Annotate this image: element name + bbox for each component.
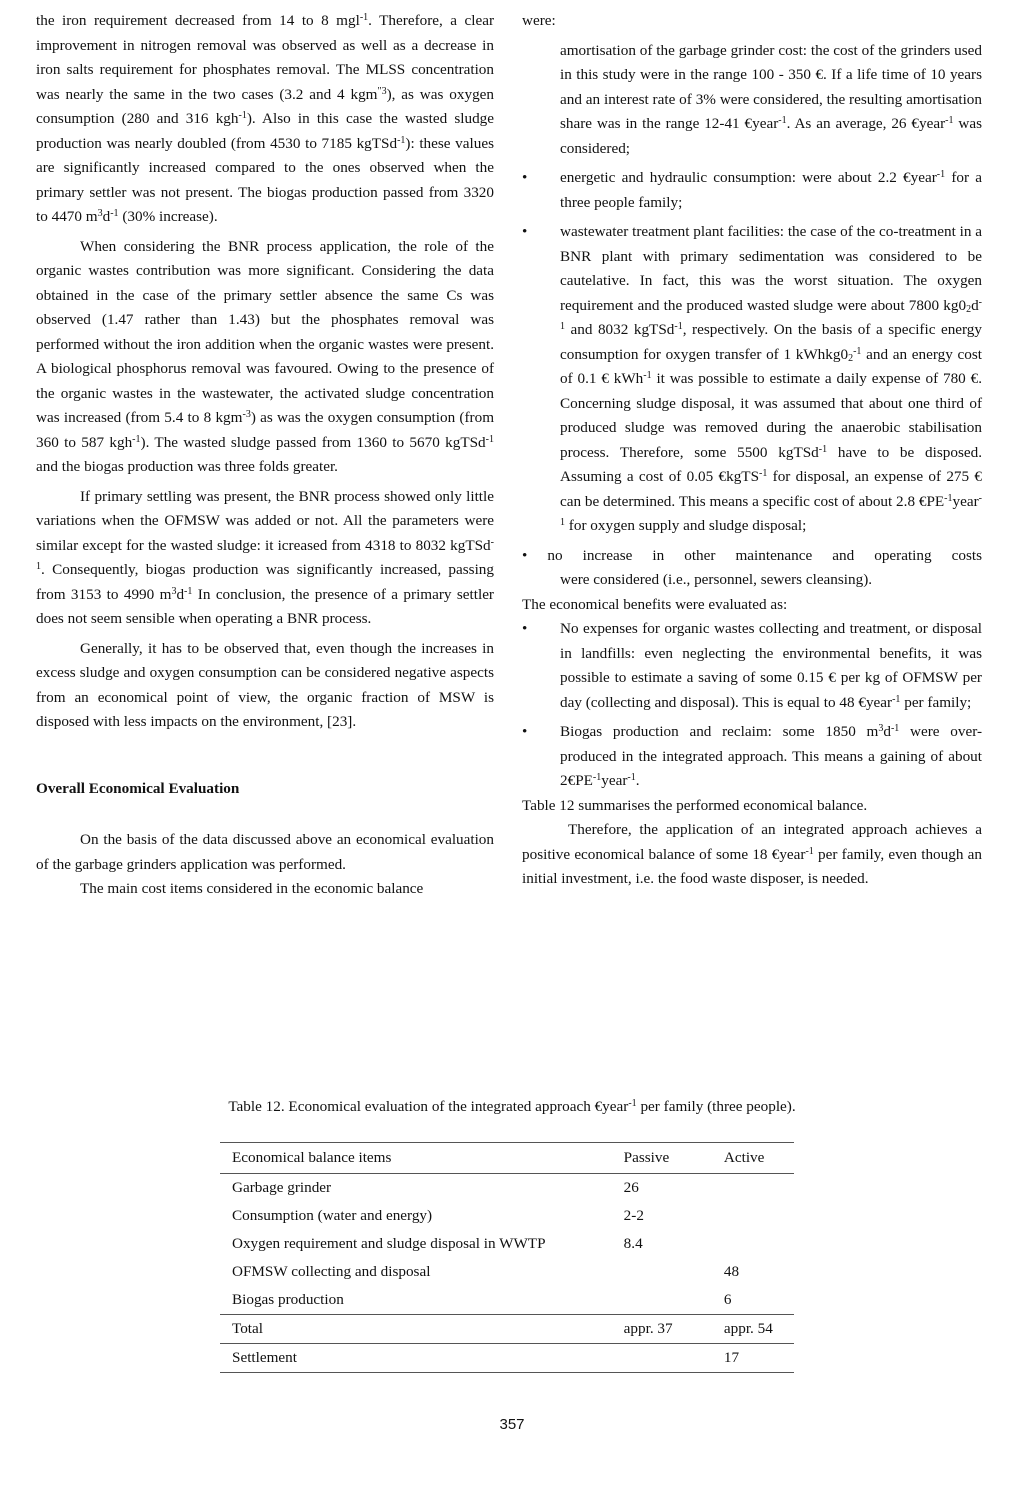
table-reference: Table 12 summarises the performed economical balance. (522, 796, 868, 814)
table-settlement-row (220, 1344, 794, 1373)
paragraph-bnr-process: When considering the BNR process application, the role of the organic wastes contribution was more significant. Considering the data obtained in the case of the primary settler absence the same Cs was observed (1.47 rather than 1.43) but the phosphates removal was performed without the iron addition when the organic wastes were present. A biological phosphorus removal was favoured. Owing to the presence of the organic wastes in the wastewater, the activated sludge concentration was increased (from 5.4 to 8 kgm$^{-3}$) as was the oxygen consumption (from 360 to 587 kgh$^{-1}$). The wasted sludge passed from 1360 to 5670 kgTSd$^{-1}$ and the biogas production was three folds greater. (36, 237, 495, 475)
list-item-wwtp: • wastewater treatment plant facilities: the case of the co-treatment in a BNR plant with primary sedimentation was considered to be cautelative. In fact, this was the worst situation. The oxygen requirement and the produced wasted sludge were about 7800 $kg0_2d^{-1}$ and 8032 kgTSd$^{-1}$, respectively. On the basis of a specific energy consumption for oxygen transfer of 1 $kWhkg0_2^{-1}$ and an energy cost of 0.1 € kWh$^{-1}$ it was possible to estimate a daily expense of 780 €. Concerning sludge disposal, it was assumed that about one third of produced sludge was removed during the anaerobic stabilisation process. Therefore, some 5500 kgTSd$^{-1}$ have to be disposed. Assuming a cost of 0.05 €kgTS$^{-1}$ for disposal, an expense of 275 € can be determined. This means a specific cost of about 2.8 $€PE^{-1}year^{-1}$ for oxygen supply and sludge disposal; (522, 220, 982, 539)
column-header: Economical balance items (220, 1143, 612, 1174)
table-cell: appr. 54 (712, 1315, 794, 1344)
table-row (220, 1174, 794, 1203)
table-total-row (220, 1315, 794, 1344)
list-item-amortisation: amortisation of the garbage grinder cost: the cost of the grinders used in this study were in the range 100 - 350 €. If a life time of 10 years and an interest rate of 3% were considered, the resulting amortisation share was in the range 12-41 €year$^{-1}$. As an average, 26 €year$^{-1}$ was considered; (560, 41, 983, 157)
table-cell (712, 1202, 794, 1230)
list-item-biogas: • Biogas production and reclaim: some 1850 $m^3d^{-1}$ were over-produced in the integrated approach. This means a gaining of about $2€PE^{-1}year^{-1}$. (522, 720, 982, 794)
table-cell: Settlement (220, 1344, 612, 1373)
table-caption: Table 12. Economical evaluation of the integrated approach €year$^{-1}$ per family (three people). (228, 1098, 796, 1115)
table-cell: 48 (723, 1263, 740, 1280)
column-header: Passive (612, 1143, 712, 1174)
column-header: Active (712, 1143, 794, 1174)
list-item-energetic: • energetic and hydraulic consumption: were about 2.2 €year$^{-1}$ for a three people family; (522, 166, 982, 215)
table-header-row (220, 1143, 794, 1174)
paragraph-main-cost-items: The main cost items considered in the economic balance (80, 880, 424, 897)
table-cell: 17 (712, 1344, 794, 1373)
paragraph-iron-requirement: the iron requirement decreased from 14 to 8 mgl$^{-1}$. Therefore, a clear improvement in nitrogen removal was observed as well as a decrease in iron salts requirement for phosphates removal. The MLSS concentration was nearly the same in the two cases (3.2 and 4 kgm$^{"3}$), as was oxygen consumption (280 and 316 kgh$^{-1}$). Also in this case the wasted sludge production was nearly doubled (from 4530 to 7185 kgTSd$^{-1}$): these values are significantly increased compared to the ones observed when the primary settler was not present. The biogas production passed from 3320 to 4470 $m^3d^{-1}$ (30% increase). (36, 12, 495, 225)
were-label: were: (522, 12, 556, 29)
table-row (220, 1230, 794, 1258)
paragraph-economical-basis: On the basis of the data discussed above an economical evaluation of the garbage grinders application was performed. (36, 831, 494, 873)
table-cell: 2-2 (623, 1207, 644, 1224)
table-row (220, 1286, 794, 1315)
table-cell (712, 1230, 794, 1258)
table-row (220, 1258, 794, 1286)
list-item-no-increase: • no increase in other maintenance and operating costs were considered (i.e., personnel, sewers cleansing). (522, 546, 982, 588)
table-cell: OFMSW collecting and disposal (232, 1263, 431, 1280)
page-number: 357 (499, 1416, 525, 1433)
list-item-no-expenses: • No expenses for organic wastes collecting and treatment, or disposal in landfills: even neglecting the environmental benefits, it was possible to estimate a saving of some 0.15 € per kg of OFMSW per day (collecting and disposal). This is equal to 48 €year$^{-1}$ per family; (522, 617, 982, 715)
paragraph-conclusion: Therefore, the application of an integrated approach achieves a positive economical balance of some 18 €year$^{-1}$ per family, even though an initial investment, i.e. the food waste disposer, is needed. (522, 821, 982, 887)
right-column (522, 9, 982, 892)
table-cell: 26 (623, 1179, 639, 1196)
table-cell: Consumption (water and energy) (232, 1207, 433, 1224)
bullet-icon: • (522, 546, 528, 564)
table-cell: 8.4 (623, 1235, 643, 1252)
table-cell: Total (220, 1315, 612, 1344)
table-row (220, 1202, 794, 1230)
economical-balance-table (220, 1142, 794, 1373)
bullet-icon: • (522, 169, 528, 186)
table-cell (612, 1258, 712, 1286)
table-cell: 6 (723, 1291, 732, 1308)
bullet-icon: • (522, 620, 528, 637)
bullet-icon: • (522, 723, 528, 740)
left-column (36, 9, 494, 902)
paragraph-generally: Generally, it has to be observed that, even though the increases in excess sludge and oxygen consumption can be considered negative aspects from an economical point of view, the organic fraction of MSW is disposed with less impacts on the environment, [23]. (36, 639, 494, 730)
table-cell: Garbage grinder (232, 1179, 332, 1196)
benefits-intro: The economical benefits were evaluated as: (522, 595, 788, 613)
section-heading: Overall Economical Evaluation (36, 779, 240, 797)
paragraph-primary-settling: If primary settling was present, the BNR process showed only little variations when the OFMSW was added or not. All the parameters were similar except for the wasted sludge: it icreased from 4318 to 8032 kgTSd$^{-1}$. Consequently, biogas production was significantly increased, passing from 3153 to 4990 $m^3d^{-1}$ In conclusion, the presence of a primary settler does not seem sensible when operating a BNR process. (36, 487, 494, 627)
table-cell (712, 1174, 794, 1203)
table-cell (612, 1344, 712, 1373)
table-cell: Biogas production (232, 1291, 344, 1308)
bullet-icon: • (522, 223, 528, 240)
table-cell: Oxygen requirement and sludge disposal in WWTP (232, 1235, 546, 1252)
table-cell: appr. 37 (612, 1315, 712, 1344)
table-cell (612, 1286, 712, 1315)
